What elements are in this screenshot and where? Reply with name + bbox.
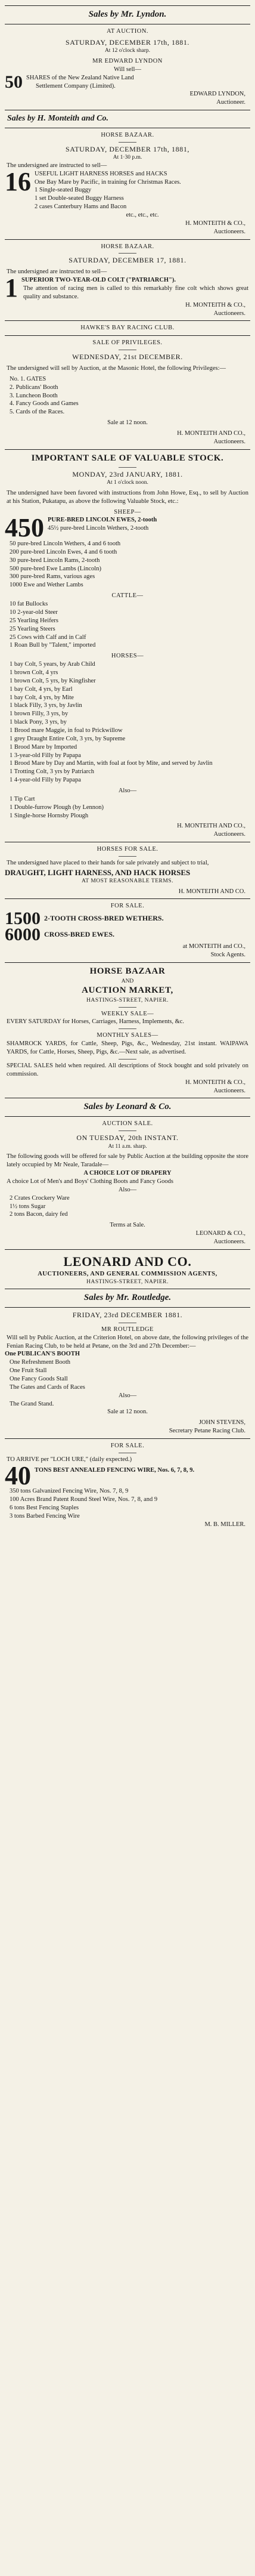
- lot-line: 6 tons Best Fencing Staples: [10, 1505, 79, 1512]
- lot-line: 3 tons Barbed Fencing Wire: [10, 1512, 80, 1519]
- bazaar-title: HORSE BAZAAR.: [101, 131, 154, 138]
- market-address: HASTINGS-STREET, NAPIER.: [86, 997, 169, 1004]
- lot-block: [5, 926, 250, 943]
- firm-address: HASTINGS-STREET, NAPIER.: [86, 1278, 169, 1285]
- lot-line: 25 Yearling Heifers: [10, 617, 58, 624]
- signer: H. MONTEITH AND CO.,: [177, 430, 245, 437]
- stock-sale-section: [5, 449, 250, 839]
- monthly-body: SHAMROCK YARDS, for Cattle, Sheep, Pigs, &c., Wednesday, 21st instant. WAIPAWA YARDS, for Cattle, Horses, Sheep, Pigs, &c.—Next sale, as advertised.: [7, 1040, 248, 1056]
- lot-line: 25 Yearling Steers: [10, 625, 55, 632]
- lot-title: A CHOICE LOT OF DRAPERY: [83, 1170, 172, 1177]
- lot-number: 6000: [5, 925, 41, 945]
- intro: The undersigned are instructed to sell—: [7, 268, 107, 276]
- sale-title: FOR SALE.: [110, 1443, 145, 1450]
- horse-types: DRAUGHT, LIGHT HARNESS, AND HACK HORSES: [5, 867, 191, 877]
- divider: [5, 1438, 250, 1439]
- intro: The undersigned are instructed to sell—: [7, 162, 107, 169]
- divider: [5, 898, 250, 899]
- lot-line: 1 black Filly, 3 yrs, by Javlin: [10, 702, 82, 709]
- divider: [5, 1249, 250, 1250]
- signer: H. MONTEITH & CO.,: [185, 1079, 245, 1086]
- lot-line: 1 Single-horse Hornsby Plough: [10, 812, 89, 819]
- also-label: Also—: [118, 787, 137, 794]
- section-heading: Sales by Mr. Lyndon.: [88, 10, 167, 19]
- lot-number: 1: [5, 273, 18, 303]
- lot-line: One Fancy Goods Stall: [10, 1376, 68, 1383]
- sale-time: At 12 o'clock sharp.: [104, 48, 151, 54]
- monteith-section: [5, 110, 250, 236]
- lot-body: The attention of racing men is called to this remarkably fine colt which shows great quality and substance.: [23, 285, 248, 300]
- lot-line: 1 3-year-old Filly by Papapa: [10, 752, 81, 759]
- lot-line: 1 Double-furrow Plough (by Lennon): [10, 804, 104, 811]
- lot-line: 200 pure-bred Lincoln Ewes, 4 and 6 tooth: [10, 548, 117, 555]
- lot-title: TONS BEST ANNEALED FENCING WIRE, Nos. 6, 7, 8, 9.: [35, 1466, 195, 1474]
- auction-market-section: [5, 962, 250, 1095]
- club-title: HAWKE'S BAY RACING CLUB.: [80, 325, 175, 332]
- signer-title: Stock Agents.: [210, 952, 245, 959]
- lot-line: 1 brown Filly, 3 yrs, by: [10, 711, 69, 718]
- section-heading: Sales by H. Monteith and Co.: [7, 114, 108, 123]
- signer: at MONTEITH and CO.,: [182, 943, 245, 950]
- lot-line: SHARES of the New Zealand Native Land: [26, 74, 134, 81]
- lot-number: 1500: [5, 909, 41, 929]
- newspaper-page: [5, 0, 250, 1531]
- lot-line: One Refreshment Booth: [10, 1359, 71, 1366]
- intro: TO ARRIVE per "LOCH URE," (daily expected.): [7, 1456, 132, 1463]
- signer-title: Auctioneers.: [213, 1087, 245, 1094]
- lot-block: [5, 166, 250, 220]
- section-heading: Sales by Mr. Routledge.: [83, 1293, 172, 1303]
- lot-line: etc., etc., etc.: [126, 212, 159, 219]
- divider: [5, 335, 250, 336]
- cattle-label: CATTLE—: [111, 592, 144, 600]
- lot-line: 1 bay Colt, 4 yrs, by Mite: [10, 694, 74, 701]
- lot-block: [5, 909, 250, 929]
- lot-line: 2 cases Canterbury Hams and Bacon: [35, 203, 127, 211]
- sale-time: At 11 a.m. sharp.: [108, 1143, 147, 1150]
- lot-line: 500 pure-bred Ewe Lambs (Lincoln): [10, 565, 101, 572]
- signer: EDWARD LYNDON,: [189, 91, 245, 98]
- lot-line: 2-TOOTH CROSS-BRED WETHERS.: [44, 914, 164, 923]
- privilege-item: 3. Luncheon Booth: [10, 392, 58, 399]
- lot-number: 50: [5, 72, 23, 92]
- sale-date: WEDNESDAY, 21st DECEMBER.: [72, 353, 183, 362]
- lot-line: The Gates and Cards of Races: [10, 1383, 85, 1391]
- sale-time: Sale at 12 noon.: [107, 1409, 148, 1416]
- lyndon-section: [5, 5, 250, 107]
- lot-title: SUPERIOR TWO-YEAR-OLD COLT ("PATRIARCH").: [21, 277, 176, 284]
- divider: [5, 1116, 250, 1117]
- lot-line: 1 Brood Mare by Imported: [10, 743, 77, 750]
- lot-line: 2 tons Bacon, dairy fed: [10, 1211, 68, 1218]
- signer-title: Auctioneers.: [213, 831, 245, 838]
- privilege-item: 5. Cards of the Races.: [10, 409, 65, 416]
- lot-block: [5, 74, 250, 91]
- lot-line: 10 fat Bullocks: [10, 601, 48, 608]
- horses-label: HORSES—: [111, 653, 144, 660]
- lot-line: 1 Roan Bull by "Talent," imported: [10, 642, 96, 649]
- lot-block: [5, 513, 250, 543]
- for-sale-sheep-section: [5, 898, 250, 959]
- lot-line: USEFUL LIGHT HARNESS HORSES and HACKS: [35, 170, 167, 177]
- lot-line: 1 Tip Cart: [10, 795, 35, 802]
- colt-section: [5, 239, 250, 318]
- lot-line: 10 2-year-old Steer: [10, 609, 58, 616]
- sale-time: Sale at 12 noon.: [107, 419, 148, 427]
- racing-club-section: [5, 320, 250, 446]
- lot-block: [5, 1460, 250, 1490]
- leonard-card-section: [5, 1249, 250, 1286]
- divider: [5, 320, 250, 321]
- divider: [5, 449, 250, 450]
- lot-line: 25 Cows with Calf and in Calf: [10, 634, 86, 641]
- privilege-item: 2. Publicans' Booth: [10, 384, 58, 391]
- signer: H. MONTEITH AND CO.: [178, 888, 245, 895]
- signer: M. B. MILLER.: [204, 1521, 245, 1528]
- lot-line: 50 pure-bred Lincoln Wethers, 4 and 6 tooth: [10, 540, 121, 548]
- special-body: SPECIAL SALES held when required. All descriptions of Stock bought and sold privately on commission.: [7, 1062, 248, 1077]
- divider: [5, 239, 250, 240]
- horses-for-sale-section: [5, 842, 250, 895]
- lot-line: 300 pure-bred Rams, various ages: [10, 573, 95, 580]
- lot-line: CROSS-BRED EWES.: [44, 930, 115, 939]
- lot-line: 1 set Double-seated Buggy Harness: [35, 195, 124, 202]
- lot-line: 1 4-year-old Filly by Papapa: [10, 777, 81, 784]
- sale-date: MONDAY, 23rd JANUARY, 1881.: [72, 470, 183, 478]
- intro: The undersigned will sell by Auction, at the Masonic Hotel, the following Privileges:—: [7, 365, 226, 372]
- auctioneer-name: MR EDWARD LYNDON: [92, 58, 163, 65]
- lot-line: 1 Brood mare Maggie, in foal to Prickwillow: [10, 727, 123, 734]
- lot-line: One Bay Mare by Pacific, in training for Christmas Races.: [35, 178, 181, 186]
- sheep-label: SHEEP—: [114, 508, 141, 515]
- privilege-item: 4. Fancy Goods and Games: [10, 400, 79, 407]
- signer-title: Secretary Petane Racing Club.: [169, 1428, 245, 1435]
- intro: The undersigned have been favored with instructions from John Howe, Esq., to sell by Auction at his Station, Pukatapu, as above the following Valuable Stock, etc.:: [7, 489, 248, 505]
- signer: H. MONTEITH & CO.,: [185, 220, 245, 227]
- sale-title: AUCTION SALE.: [102, 1120, 153, 1128]
- lot-number: 16: [5, 166, 31, 196]
- sale-date: SATURDAY, DECEMBER 17th, 1881,: [65, 144, 190, 153]
- signer-title: Auctioneer.: [216, 99, 245, 106]
- intro: The following goods will be offered for sale by Public Auction at the building opposite the store lately occupied by Mr Neale, Taradale—: [7, 1153, 248, 1169]
- lot-line: 1 Trotting Colt, 3 yrs by Patriarch: [10, 768, 95, 776]
- lot-line: One Fruit Stall: [10, 1367, 47, 1375]
- weekly-label: WEEKLY SALE—: [101, 1010, 154, 1017]
- lot-line: 1 grey Draught Entire Colt, 3 yrs, by Supreme: [10, 735, 126, 742]
- firm-name: LEONARD AND CO.: [63, 1253, 192, 1269]
- also-label: Also—: [118, 1186, 137, 1193]
- monthly-label: MONTHLY SALES—: [97, 1032, 158, 1039]
- section-heading: Sales by Leonard & Co.: [83, 1102, 172, 1112]
- will-sell: Will sell—: [114, 66, 141, 73]
- lot-title: One PUBLICAN'S BOOTH: [5, 1351, 80, 1358]
- auction-label: AT AUCTION.: [106, 27, 149, 35]
- lot-line: 100 Acres Brand Patent Round Steel Wire, Nos. 7, 8, and 9: [10, 1496, 158, 1503]
- lot-line: The Grand Stand.: [10, 1400, 54, 1407]
- leonard-section: [5, 1098, 250, 1246]
- terms: AT MOST REASONABLE TERMS.: [82, 878, 173, 884]
- divider: [5, 1307, 250, 1308]
- firm-line: AUCTIONEERS, AND GENERAL COMMISSION AGENTS,: [38, 1270, 217, 1277]
- lot-line: 2 Crates Crockery Ware: [10, 1194, 70, 1201]
- signer: H. MONTEITH & CO.,: [185, 301, 245, 308]
- lot-title: PURE-BRED LINCOLN EWES, 2-tooth: [48, 517, 157, 524]
- sale-time: At 1·30 p.m.: [113, 155, 142, 161]
- sale-date: SATURDAY, DECEMBER 17, 1881.: [69, 256, 186, 265]
- sale-date: FRIDAY, 23rd DECEMBER 1881.: [72, 1311, 183, 1320]
- lot-number: 40: [5, 1460, 31, 1490]
- divider: [5, 5, 250, 6]
- lot-line: Settlement Company (Limited).: [36, 82, 116, 89]
- sale-time: At 1 o'clock noon.: [107, 480, 148, 486]
- market-and: AND: [121, 978, 134, 984]
- sale-title: HORSES FOR SALE.: [97, 846, 158, 853]
- terms: Terms at Sale.: [110, 1222, 145, 1229]
- bazaar-title: HORSE BAZAAR.: [101, 243, 154, 250]
- market-title: HORSE BAZAAR: [89, 966, 166, 976]
- intro: Will sell by Public Auction, at the Criterion Hotel, on above date, the following privileges of the Fenian Racing Club, to be held at Petane, on the 3rd and 27th December:—: [7, 1334, 248, 1349]
- weekly-body: EVERY SATURDAY for Horses, Carriages, Harness, Implements, &c.: [7, 1018, 185, 1026]
- lot-line: 1 bay Colt, 5 years, by Arab Child: [10, 661, 95, 668]
- signer: H. MONTEITH AND CO.,: [177, 823, 245, 830]
- lot-block: [5, 273, 250, 303]
- signer-title: Auctioneers.: [213, 310, 245, 317]
- signer-title: Auctioneers.: [213, 228, 245, 235]
- signer-title: Auctioneers.: [213, 1238, 245, 1245]
- lot-line: 1 brown Colt, 4 yrs: [10, 669, 58, 676]
- lot-line: A choice Lot of Men's and Boys' Clothing Boots and Fancy Goods: [7, 1178, 173, 1185]
- also-label: Also—: [118, 1392, 137, 1399]
- sale-date: ON TUESDAY, 20th INSTANT.: [76, 1133, 179, 1142]
- lot-line: 1 Brood Mare by Day and Martin, with foal at foot by Mite, and served by Javlin: [10, 760, 213, 767]
- sale-title: IMPORTANT SALE OF VALUABLE STOCK.: [31, 453, 224, 463]
- wire-sale-section: [5, 1438, 250, 1529]
- lot-line: 1000 Ewe and Wether Lambs: [10, 582, 83, 589]
- lot-line: 1 black Pony, 3 yrs, by: [10, 719, 67, 726]
- divider: [5, 962, 250, 963]
- signer-title: Auctioneers.: [213, 438, 245, 445]
- lot-number: 450: [5, 513, 44, 543]
- routledge-section: [5, 1289, 250, 1435]
- lot-line: 1 Single-seated Buggy: [35, 187, 92, 194]
- lot-line: 45½ pure-bred Lincoln Wethers, 2-tooth: [48, 525, 149, 532]
- lot-line: 1 bay Colt, 4 yrs, by Earl: [10, 685, 73, 693]
- intro: The undersigned have placed to their hands for sale privately and subject to trial,: [7, 859, 209, 866]
- signer: LEONARD & CO.,: [195, 1230, 245, 1237]
- market-title2: AUCTION MARKET,: [82, 986, 173, 996]
- sale-date: SATURDAY, DECEMBER 17th, 1881.: [65, 38, 190, 47]
- auctioneer-name: MR ROUTLEDGE: [101, 1326, 154, 1333]
- signer: JOHN STEVENS,: [198, 1419, 245, 1426]
- sale-title: SALE OF PRIVILEGES.: [92, 339, 163, 347]
- sale-title: FOR SALE.: [110, 903, 145, 910]
- lot-line: 350 tons Galvanized Fencing Wire, Nos. 7, 8, 9: [10, 1488, 129, 1495]
- privilege-item: No. 1. GATES: [10, 375, 46, 382]
- lot-line: 1 brown Colt, 5 yrs, by Kingfisher: [10, 677, 96, 684]
- lot-line: 30 pure-bred Lincoln Rams, 2-tooth: [10, 557, 100, 564]
- lot-line: 1½ tons Sugar: [10, 1203, 46, 1210]
